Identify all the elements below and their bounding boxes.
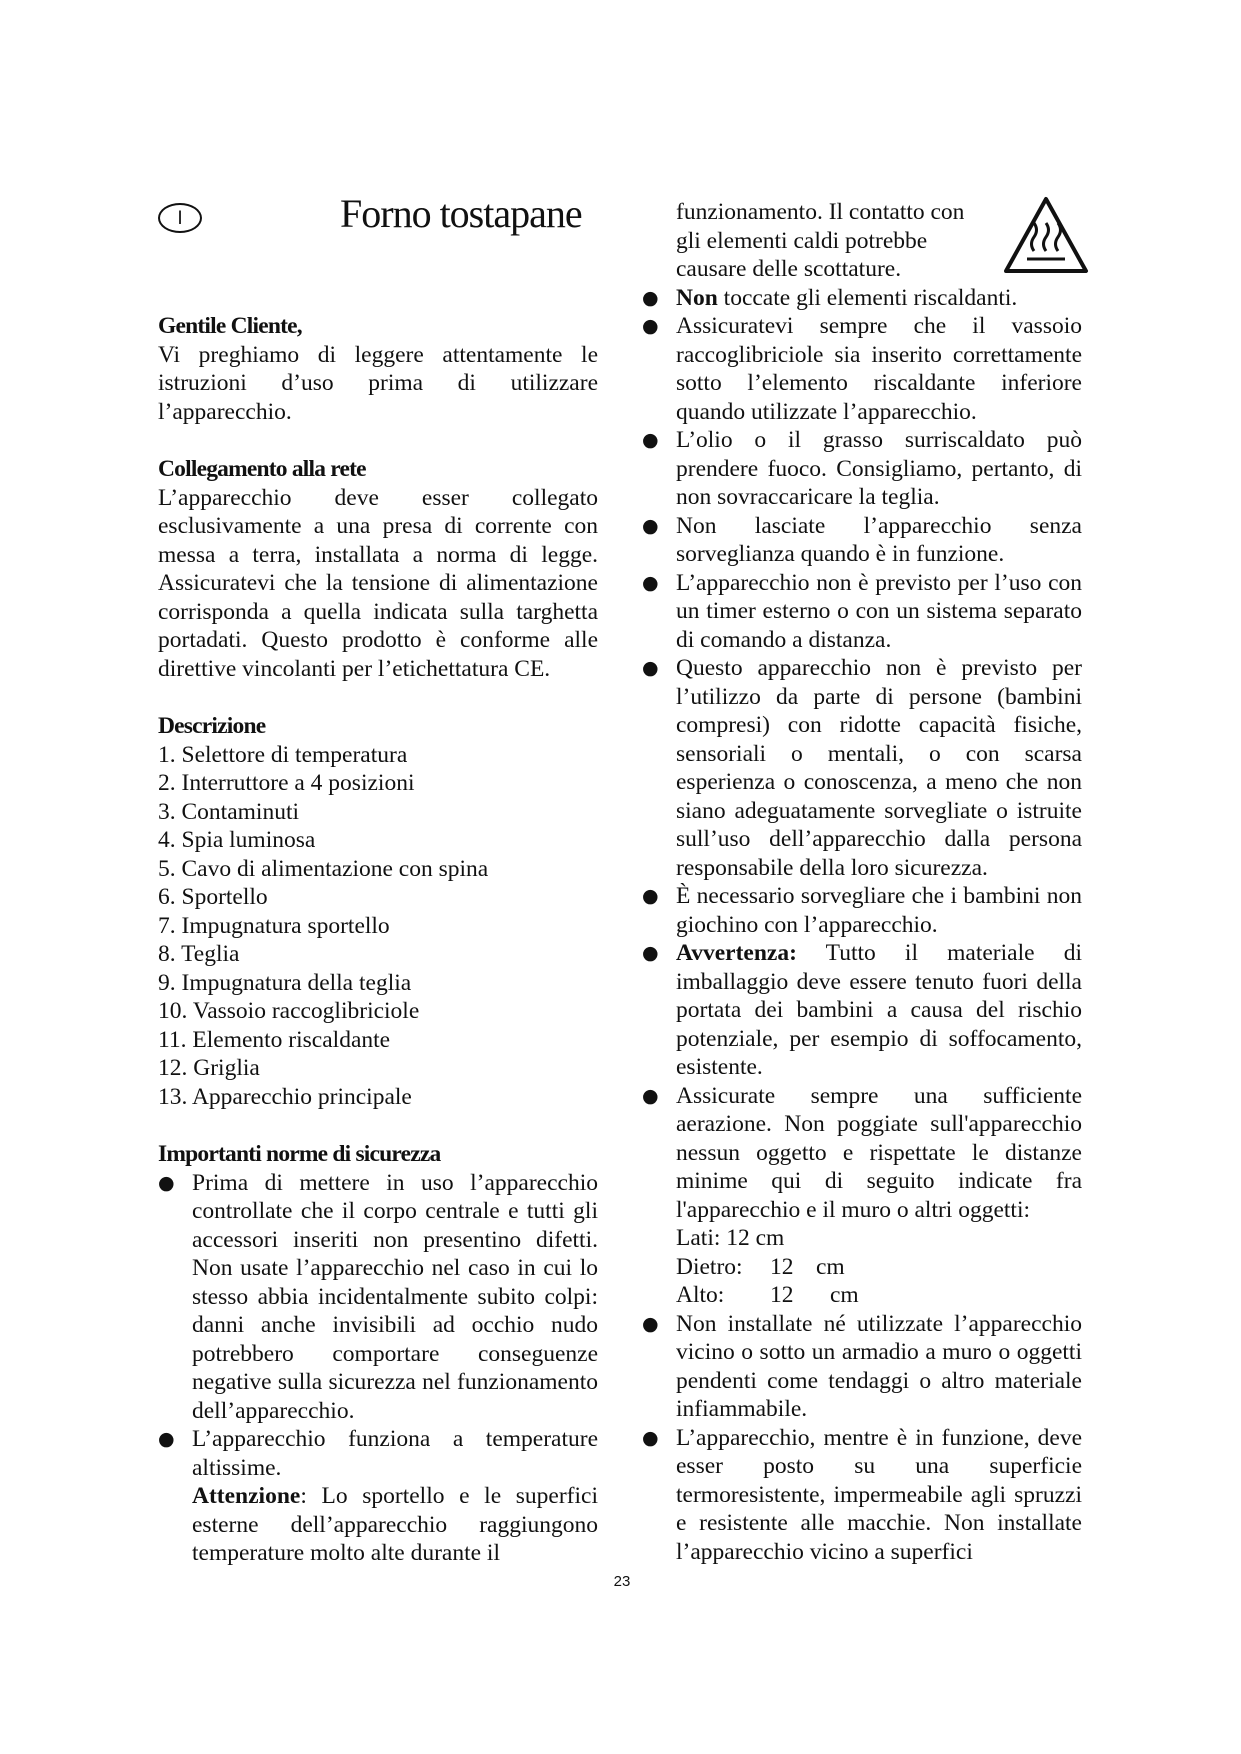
bullet-text: L’apparecchio funziona a temperature altissime. xyxy=(192,1426,598,1481)
continued-line: gli elementi caldi potrebbe xyxy=(676,227,928,254)
page-number: 23 xyxy=(613,1573,631,1590)
left-column xyxy=(158,312,598,1568)
description-item: 13. Apparecchio principale xyxy=(158,1083,412,1110)
language-code: I xyxy=(177,207,183,229)
safety-bullet xyxy=(642,1310,1082,1424)
bullet-text: Prima di mettere in uso l’apparecchio controllate che il corpo centrale e tutti gli accessori inseriti non presentino difetti. Non usate l’apparecchio nel caso in cui lo stesso abbia incidentalmente subito colpi: danni anche invisibili ad occhio nudo potrebbero comportare conseguenze negative sulla sicurezza nel funzionamento dell’apparecchio. xyxy=(192,1169,598,1424)
bullet-text: L’apparecchio non è previsto per l’uso con un timer esterno o con un sistema separato di comando a distanza. xyxy=(676,569,1082,653)
description-item: 7. Impugnatura sportello xyxy=(158,912,390,939)
safety-bullet xyxy=(158,1169,598,1426)
description-item: 3. Contaminuti xyxy=(158,798,299,825)
bullet-text: Questo apparecchio non è previsto per l’utilizzo da parte di persone (bambini compresi) con ridotte capacità fisiche, sensoriali o mentali, o con scarsa esperienza o conoscenza, a meno che non siano adeguatamente sorvegliate o istruite sull’uso dell’apparecchio dalla persona responsabile della loro sicurezza. xyxy=(676,655,1082,881)
bullet-dot-icon: ● xyxy=(642,514,659,537)
bullet-dot-icon: ● xyxy=(642,286,659,309)
bullet-dot-icon: ● xyxy=(642,1312,659,1335)
language-badge xyxy=(158,203,202,233)
connection-heading: Collegamento alla rete xyxy=(158,456,366,482)
attention-note xyxy=(158,1482,598,1568)
safety-list xyxy=(158,1169,598,1568)
safety-bullet xyxy=(642,654,1082,882)
distance-unit: cm xyxy=(816,1253,845,1280)
description-item: 6. Sportello xyxy=(158,884,268,910)
bullet-dot-icon: ● xyxy=(642,942,659,964)
bold-prefix: Non xyxy=(676,284,718,311)
distance-label: Alto: xyxy=(676,1282,725,1308)
bullet-dot-icon: ● xyxy=(642,657,659,679)
description-list xyxy=(158,741,598,1112)
safety-bullet xyxy=(642,426,1082,512)
safety-bullet xyxy=(642,882,1082,939)
description-item: 2. Interruttore a 4 posizioni xyxy=(158,770,415,796)
distance-unit: cm xyxy=(830,1282,859,1308)
distance-top xyxy=(642,1281,1082,1310)
safety-bullet xyxy=(642,284,1082,313)
description-item: 5. Cavo di alimentazione con spina xyxy=(158,855,489,882)
bullet-dot-icon: ● xyxy=(642,571,659,594)
attention-text: : Lo sportello e le superfici esterne dell’apparecchio raggiungono temperature molto alte durante il xyxy=(192,1483,598,1566)
bullet-text: Non lasciate l’apparecchio senza sorveglianza quando è in funzione. xyxy=(676,512,1082,567)
safety-heading: Importanti norme di sicurezza xyxy=(158,1141,441,1167)
bullet-text: È necessario sorvegliare che i bambini non giochino con l’apparecchio. xyxy=(676,883,1082,938)
distance-back xyxy=(642,1253,1082,1282)
description-item: 4. Spia luminosa xyxy=(158,827,316,853)
bullet-text: Non installate né utilizzate l’apparecchio vicino o sotto un armadio a muro o oggetti pendenti come tendaggi o altro materiale infiammabile. xyxy=(676,1310,1082,1422)
distance-sides-text: Lati: 12 cm xyxy=(676,1225,785,1251)
bullet-dot-icon: ● xyxy=(158,1171,175,1194)
connection-text: L’apparecchio deve esser collegato esclusivamente a una presa di corrente con messa a terra, installata a norma di legge. Assicuratevi che la tensione di alimentazione corrisponda a quella indicata sulla targhetta portadati. Questo prodotto è conforme alle direttive vincolanti per l’etichettatura CE. xyxy=(158,484,598,682)
continued-line: causare delle scottature. xyxy=(676,256,902,282)
safety-list-continued xyxy=(642,284,1082,1567)
bullet-text: L’olio o il grasso surriscaldato può prendere fuoco. Consigliamo, pertanto, di non sovraccaricare la teglia. xyxy=(676,427,1082,510)
safety-bullet xyxy=(642,312,1082,426)
bullet-dot-icon: ● xyxy=(642,885,659,907)
distance-value: 12 xyxy=(770,1282,794,1308)
bullet-text: Tutto il materiale di imballaggio deve essere tenuto fuori della portata dei bambini a causa del rischio potenziale, per esempio di soffocamento, esistente. xyxy=(676,940,1082,1080)
description-item: 8. Teglia xyxy=(158,941,240,967)
greeting-heading: Gentile Cliente, xyxy=(158,313,302,339)
warning-label: Avvertenza: xyxy=(676,940,797,966)
bullet-text: L’apparecchio, mentre è in funzione, deve esser posto su una superficie termoresistente, impermeabile agli spruzzi e resistente alle macchie. Non installate l’apparecchio vicino a superfici xyxy=(676,1424,1082,1565)
distance-label: Dietro: xyxy=(676,1253,743,1280)
right-column xyxy=(642,198,1082,1566)
distance-block xyxy=(642,1224,1082,1310)
bullet-dot-icon: ● xyxy=(642,1084,659,1107)
bullet-dot-icon: ● xyxy=(642,315,659,337)
bullet-dot-icon: ● xyxy=(158,1428,175,1450)
description-item: 11. Elemento riscaldante xyxy=(158,1026,391,1053)
safety-bullet xyxy=(642,1424,1082,1567)
description-item: 1. Selettore di temperatura xyxy=(158,741,408,768)
page-title: Forno tostapane xyxy=(340,191,582,236)
greeting-text: Vi preghiamo di leggere attentamente le istruzioni d’uso prima di utilizzare l’apparecchio. xyxy=(158,341,598,425)
bullet-text: Assicuratevi sempre che il vassoio raccoglibriciole sia inserito correttamente sotto l’elemento riscaldante inferiore quando utilizzate l’apparecchio. xyxy=(676,313,1082,425)
safety-bullet xyxy=(158,1425,598,1482)
description-item: 9. Impugnatura della teglia xyxy=(158,969,412,996)
bullet-text: toccate gli elementi riscaldanti. xyxy=(717,284,1018,311)
description-item: 12. Griglia xyxy=(158,1055,260,1081)
bullet-dot-icon: ● xyxy=(642,429,659,451)
continued-text xyxy=(642,198,1082,284)
distance-sides xyxy=(642,1224,1082,1253)
distance-value: 12 xyxy=(770,1253,794,1280)
attention-label: Attenzione xyxy=(192,1483,301,1509)
description-item: 10. Vassoio raccoglibriciole xyxy=(158,998,420,1024)
bullet-dot-icon: ● xyxy=(642,1426,659,1449)
safety-bullet xyxy=(642,939,1082,1082)
continued-line: funzionamento. Il contatto con xyxy=(676,199,965,225)
safety-bullet xyxy=(642,512,1082,569)
safety-bullet xyxy=(642,1082,1082,1225)
description-heading: Descrizione xyxy=(158,713,266,739)
bullet-text: Assicurate sempre una sufficiente aerazione. Non poggiate sull'apparecchio nessun oggetto e rispettate le distanze minime qui di seguito indicate fra l'apparecchio e il muro o altri oggetti: xyxy=(676,1082,1082,1223)
safety-bullet xyxy=(642,569,1082,655)
